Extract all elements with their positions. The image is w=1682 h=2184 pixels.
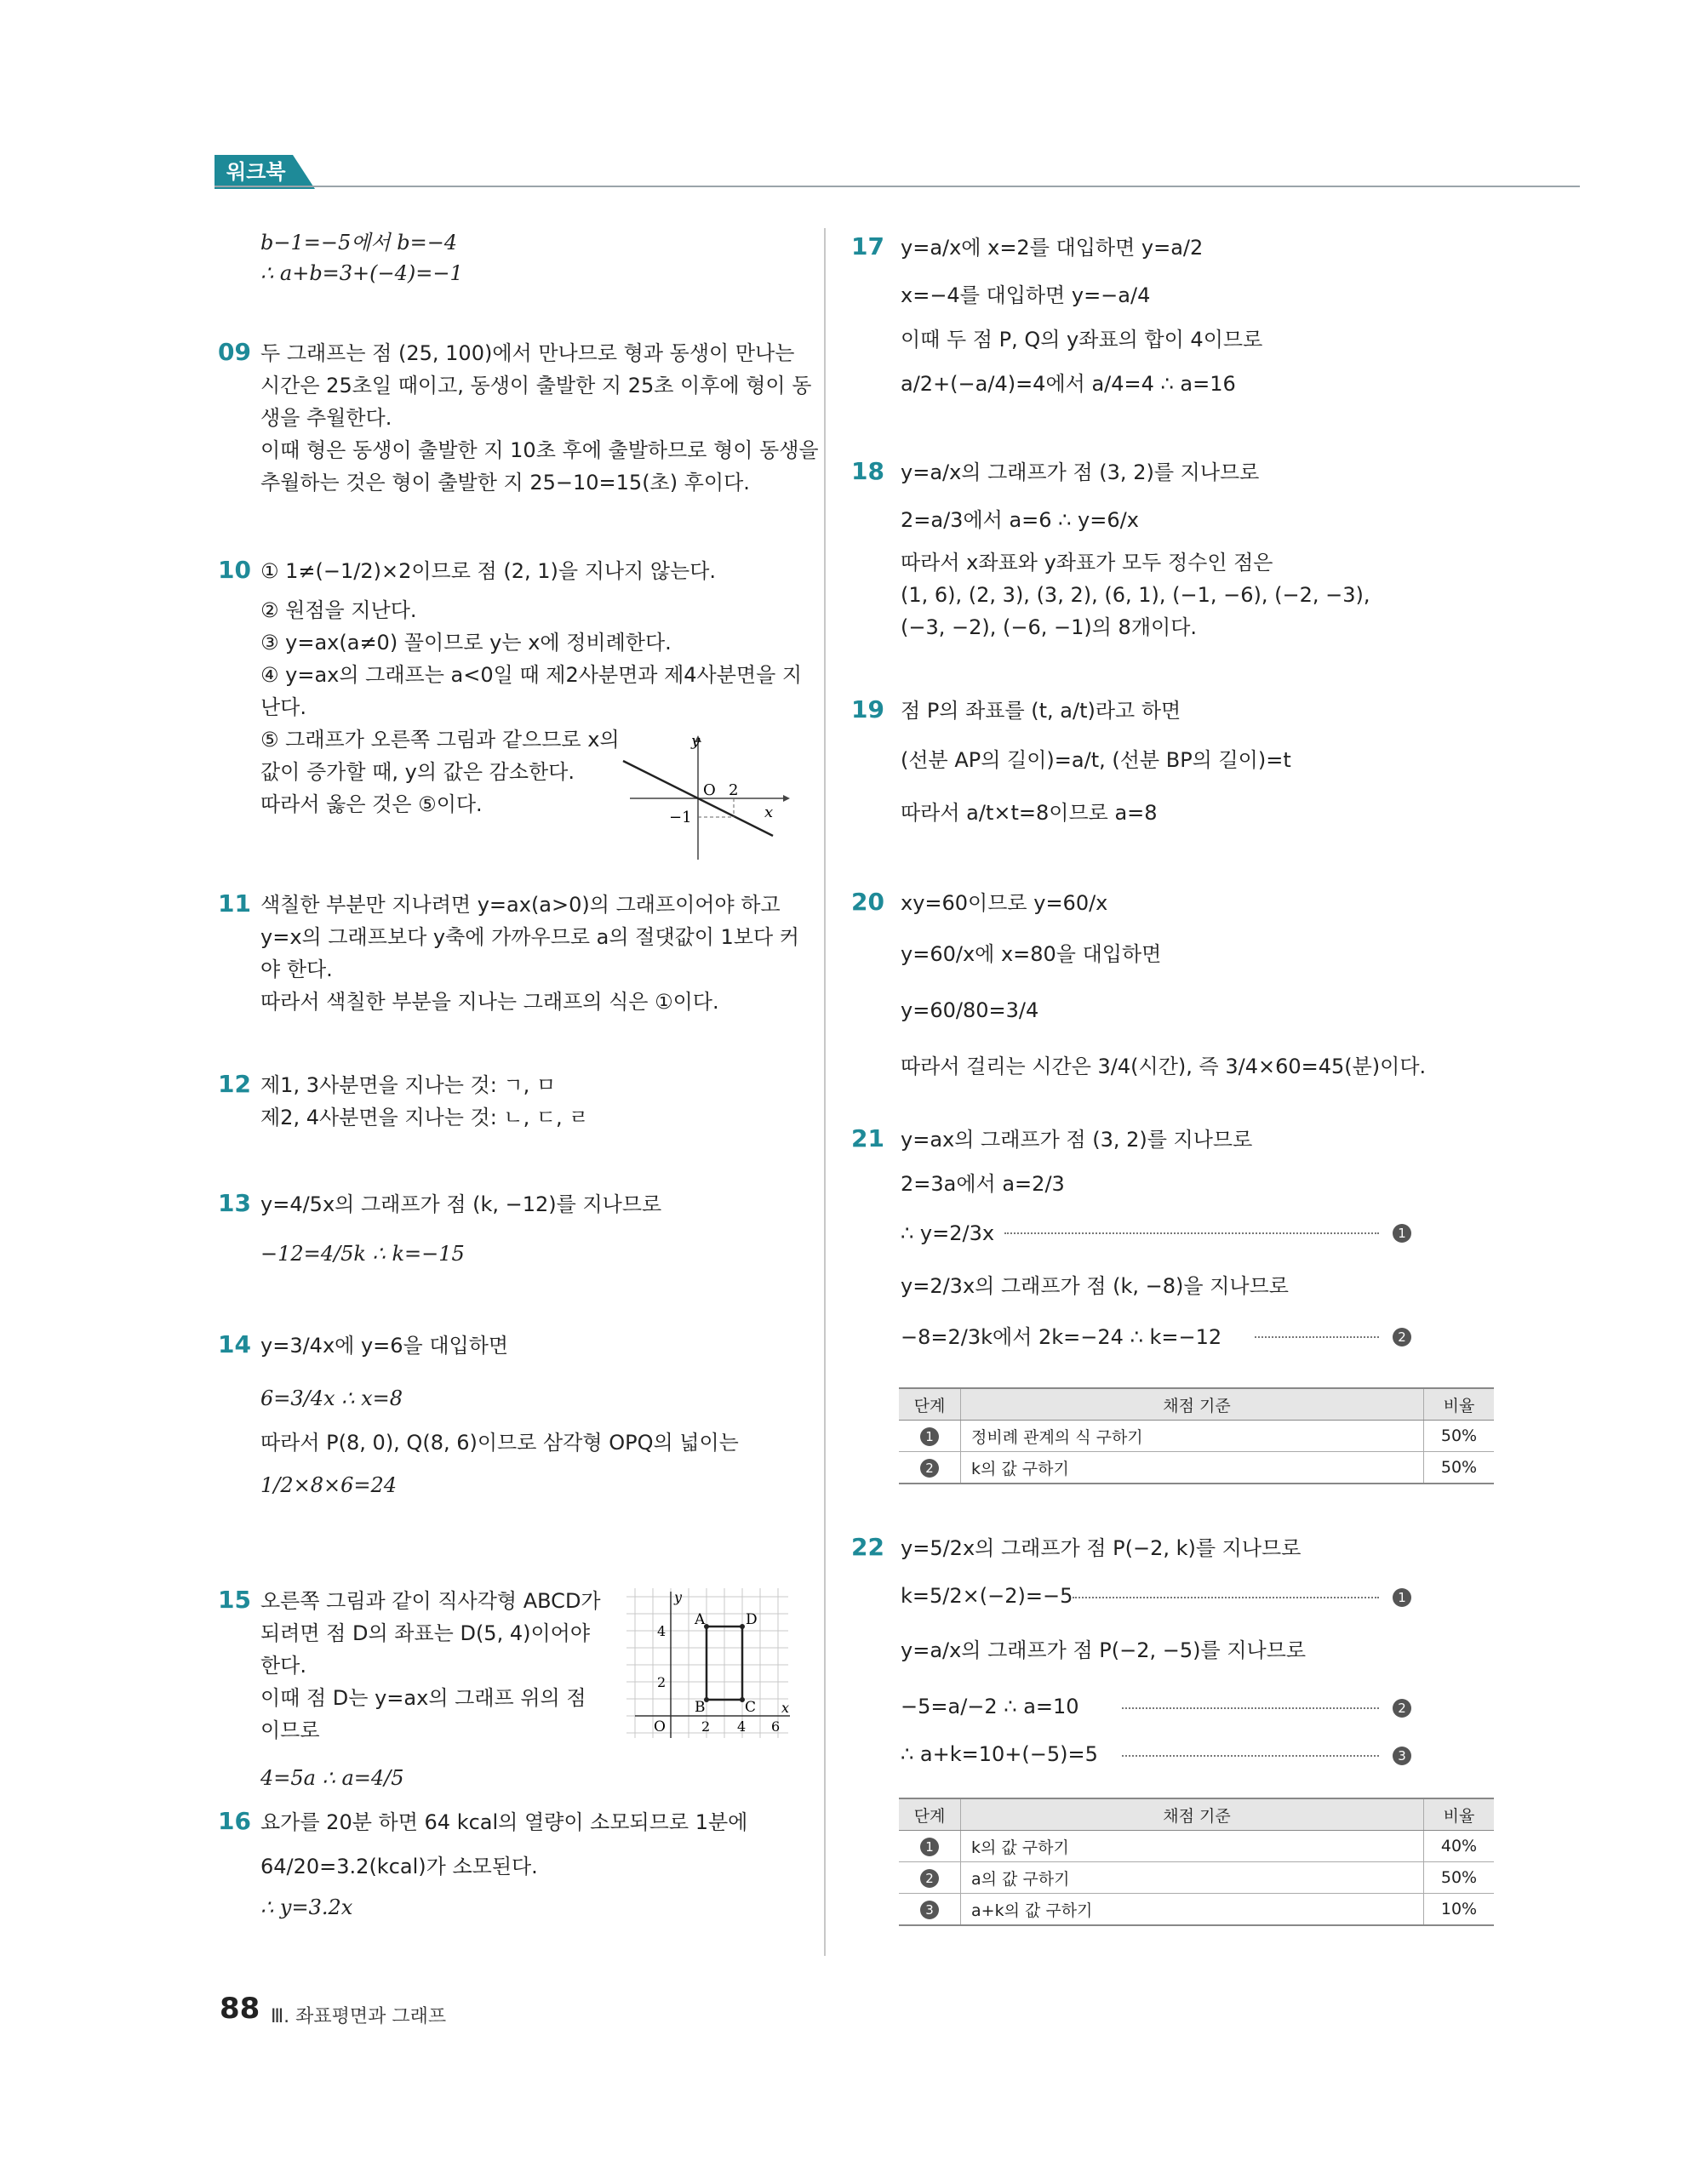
problem-number: 10 <box>218 556 251 584</box>
problem-number: 14 <box>218 1330 251 1358</box>
line: 되려면 점 D의 좌표는 D(5, 4)이어야 <box>260 1621 591 1645</box>
step-mark: 1 <box>920 1427 939 1446</box>
table-header <box>899 1388 1494 1421</box>
line: ∴ y=2/3x <box>901 1221 995 1245</box>
workbook-tab: 워크북 <box>215 155 293 189</box>
y-tick-4: 4 <box>657 1623 667 1639</box>
line: (−3, −2), (−6, −1)의 8개이다. <box>901 615 1198 639</box>
criteria-cell: a의 값 구하기 <box>961 1862 1424 1894</box>
line: y=5/2x의 그래프가 점 P(−2, k)를 지나므로 <box>901 1536 1302 1560</box>
label-a: A <box>695 1611 706 1628</box>
header-ratio: 비율 <box>1424 1798 1495 1831</box>
step-mark: 2 <box>920 1869 939 1888</box>
line: 제1, 3사분면을 지나는 것: ㄱ, ㅁ <box>260 1073 557 1097</box>
x-label: x <box>781 1700 790 1716</box>
mark-2: 2 <box>1393 1699 1411 1718</box>
problem-number: 16 <box>218 1807 251 1835</box>
line: 생을 추월한다. <box>260 406 392 430</box>
label-d: D <box>746 1611 758 1628</box>
line: 요가를 20분 하면 64 kcal의 열량이 소모되므로 1분에 <box>260 1810 748 1834</box>
x-tick-4: 4 <box>737 1718 747 1735</box>
problem-number: 22 <box>851 1533 884 1561</box>
line: y=2/3x의 그래프가 점 (k, −8)을 지나므로 <box>901 1274 1289 1298</box>
line: ∴ y=3.2x <box>260 1895 353 1919</box>
line: 따라서 옳은 것은 ⑤이다. <box>260 792 483 816</box>
ratio-cell: 50% <box>1424 1421 1495 1452</box>
line: y=a/x의 그래프가 점 (3, 2)를 지나므로 <box>901 460 1260 484</box>
step-mark: 2 <box>920 1459 939 1478</box>
line: 2=a/3에서 a=6 ∴ y=6/x <box>901 508 1139 532</box>
mark-2: 2 <box>1393 1328 1411 1346</box>
x-axis-arrow <box>783 795 790 802</box>
line: 제2, 4사분면을 지나는 것: ㄴ, ㄷ, ㄹ <box>260 1106 589 1129</box>
line: 1/2×8×6=24 <box>260 1473 398 1497</box>
p10-graph <box>621 732 792 868</box>
line: (선분 AP의 길이)=a/t, (선분 BP의 길이)=t <box>901 748 1291 772</box>
label-b: B <box>695 1699 706 1716</box>
line: −5=a/−2 ∴ a=10 <box>901 1695 1079 1718</box>
ratio-cell: 50% <box>1424 1452 1495 1484</box>
line: 오른쪽 그림과 같이 직사각형 ABCD가 <box>260 1589 601 1613</box>
problem-number: 13 <box>218 1189 251 1217</box>
chapter-title: Ⅲ. 좌표평면과 그래프 <box>271 2006 447 2027</box>
problem-number: 15 <box>218 1586 251 1614</box>
x-tick-6: 6 <box>771 1718 781 1735</box>
table-header <box>899 1798 1494 1831</box>
header-step: 단계 <box>899 1388 961 1421</box>
line: ③ y=ax(a≠0) 꼴이므로 y는 x에 정비례한다. <box>260 631 672 655</box>
problem-number: 17 <box>851 232 884 260</box>
problem-number: 18 <box>851 457 884 485</box>
mark-3: 3 <box>1393 1747 1411 1765</box>
mark-1: 1 <box>1393 1224 1411 1243</box>
line: 이때 두 점 P, Q의 y좌표의 합이 4이므로 <box>901 328 1263 352</box>
line: 따라서 x좌표와 y좌표가 모두 정수인 점은 <box>901 551 1273 575</box>
line: 따라서 색칠한 부분을 지나는 그래프의 식은 ①이다. <box>260 990 719 1014</box>
line: (1, 6), (2, 3), (3, 2), (6, 1), (−1, −6), (−2, −3), <box>901 583 1370 607</box>
line: ④ y=ax의 그래프는 a<0일 때 제2사분면과 제4사분면을 지 <box>260 663 803 687</box>
line: 야 한다. <box>260 958 333 981</box>
criteria-cell: k의 값 구하기 <box>961 1831 1424 1862</box>
line: y=60/x에 x=80을 대입하면 <box>901 942 1162 966</box>
criteria-cell: a+k의 값 구하기 <box>961 1894 1424 1926</box>
line: y=x의 그래프보다 y축에 가까우므로 a의 절댓값이 1보다 커 <box>260 925 799 949</box>
line: ⑤ 그래프가 오른쪽 그림과 같으므로 x의 <box>260 728 620 752</box>
line: −12=4/5k ∴ k=−15 <box>260 1242 465 1266</box>
point-d <box>740 1624 745 1629</box>
workbook-tab-arrow <box>293 155 315 189</box>
x-tick: 2 <box>729 781 739 799</box>
line: k=5/2×(−2)=−5 <box>901 1584 1073 1608</box>
line: 이때 점 D는 y=ax의 그래프 위의 점 <box>260 1686 586 1710</box>
label-c: C <box>745 1699 757 1716</box>
line: 한다. <box>260 1654 306 1678</box>
problem-number: 09 <box>218 338 251 366</box>
p21-grading-table <box>899 1387 1494 1484</box>
problem-number: 12 <box>218 1070 251 1098</box>
header-rule <box>215 186 1580 187</box>
line: ∴ a+k=10+(−5)=5 <box>901 1742 1098 1766</box>
leader-dots <box>1122 1707 1379 1709</box>
header-criteria: 채점 기준 <box>961 1388 1424 1421</box>
header-step: 단계 <box>899 1798 961 1831</box>
carry-line-2: ∴ a+b=3+(−4)=−1 <box>260 261 463 285</box>
line: xy=60이므로 y=60/x <box>901 891 1108 915</box>
table-row <box>899 1421 1494 1452</box>
leader-dots <box>1004 1232 1379 1234</box>
criteria-cell: k의 값 구하기 <box>961 1452 1424 1484</box>
line: a/2+(−a/4)=4에서 a/4=4 ∴ a=16 <box>901 372 1236 396</box>
p22-grading-table <box>899 1798 1494 1926</box>
leader-dots <box>1255 1336 1379 1338</box>
header-criteria: 채점 기준 <box>961 1798 1424 1831</box>
table-row <box>899 1894 1494 1926</box>
line: y=3/4x에 y=6을 대입하면 <box>260 1334 509 1358</box>
line: 점 P의 좌표를 (t, a/t)라고 하면 <box>901 699 1181 723</box>
line: 따라서 a/t×t=8이므로 a=8 <box>901 801 1158 825</box>
table-row <box>899 1452 1494 1484</box>
header-ratio: 비율 <box>1424 1388 1495 1421</box>
origin-label: O <box>703 781 716 799</box>
line: 따라서 걸리는 시간은 3/4(시간), 즉 3/4×60=45(분)이다. <box>901 1055 1427 1078</box>
y-tick: −1 <box>669 809 692 826</box>
table-row <box>899 1831 1494 1862</box>
line: 색칠한 부분만 지나려면 y=ax(a>0)의 그래프이어야 하고 <box>260 893 781 917</box>
ratio-cell: 50% <box>1424 1862 1495 1894</box>
line: 시간은 25초일 때이고, 동생이 출발한 지 25초 이후에 형이 동 <box>260 374 812 397</box>
line: 난다. <box>260 695 306 719</box>
line: ② 원점을 지난다. <box>260 598 417 622</box>
line: 6=3/4x ∴ x=8 <box>260 1386 403 1410</box>
ratio-cell: 10% <box>1424 1894 1495 1926</box>
problem-number: 20 <box>851 888 884 916</box>
x-tick-2: 2 <box>701 1718 711 1735</box>
line: x=−4를 대입하면 y=−a/4 <box>901 283 1151 307</box>
line: 2=3a에서 a=2/3 <box>901 1172 1065 1196</box>
line: 값이 증가할 때, y의 값은 감소한다. <box>260 760 575 784</box>
line: 이므로 <box>260 1718 320 1742</box>
leader-dots <box>1122 1755 1379 1757</box>
problem-number: 11 <box>218 889 251 918</box>
mark-1: 1 <box>1393 1588 1411 1607</box>
line: y=a/x에 x=2를 대입하면 y=a/2 <box>901 236 1204 260</box>
line: −8=2/3k에서 2k=−24 ∴ k=−12 <box>901 1325 1222 1349</box>
ratio-cell: 40% <box>1424 1831 1495 1862</box>
table-row <box>899 1862 1494 1894</box>
problem-number: 21 <box>851 1124 884 1152</box>
criteria-cell: 정비례 관계의 식 구하기 <box>961 1421 1424 1452</box>
line: 64/20=3.2(kcal)가 소모된다. <box>260 1855 538 1878</box>
page-number: 88 <box>220 1992 260 2026</box>
line: y=4/5x의 그래프가 점 (k, −12)를 지나므로 <box>260 1192 662 1216</box>
line: 따라서 P(8, 0), Q(8, 6)이므로 삼각형 OPQ의 넓이는 <box>260 1431 739 1455</box>
line: y=a/x의 그래프가 점 P(−2, −5)를 지나므로 <box>901 1638 1307 1662</box>
carry-line-1: b−1=−5에서 b=−4 <box>260 231 458 254</box>
column-divider <box>824 228 826 1956</box>
line: 두 그래프는 점 (25, 100)에서 만나므로 형과 동생이 만나는 <box>260 341 795 365</box>
line: y=ax의 그래프가 점 (3, 2)를 지나므로 <box>901 1128 1253 1152</box>
leader-dots <box>1073 1597 1379 1598</box>
problem-number: 19 <box>851 695 884 723</box>
x-label: x <box>764 803 774 821</box>
line: 추월하는 것은 형이 출발한 지 25−10=15(초) 후이다. <box>260 471 750 495</box>
line: 4=5a ∴ a=4/5 <box>260 1766 404 1790</box>
line: ① 1≠(−1/2)×2이므로 점 (2, 1)을 지나지 않는다. <box>260 559 717 583</box>
step-mark: 3 <box>920 1901 939 1919</box>
y-label: y <box>674 1589 683 1605</box>
y-tick-2: 2 <box>657 1674 667 1690</box>
y-label: y <box>691 732 701 750</box>
line: y=60/80=3/4 <box>901 998 1039 1022</box>
p15-graph <box>626 1588 793 1738</box>
line: 이때 형은 동생이 출발한 지 10초 후에 출발하므로 형이 동생을 <box>260 438 819 462</box>
origin-label: O <box>654 1718 666 1735</box>
step-mark: 1 <box>920 1838 939 1856</box>
